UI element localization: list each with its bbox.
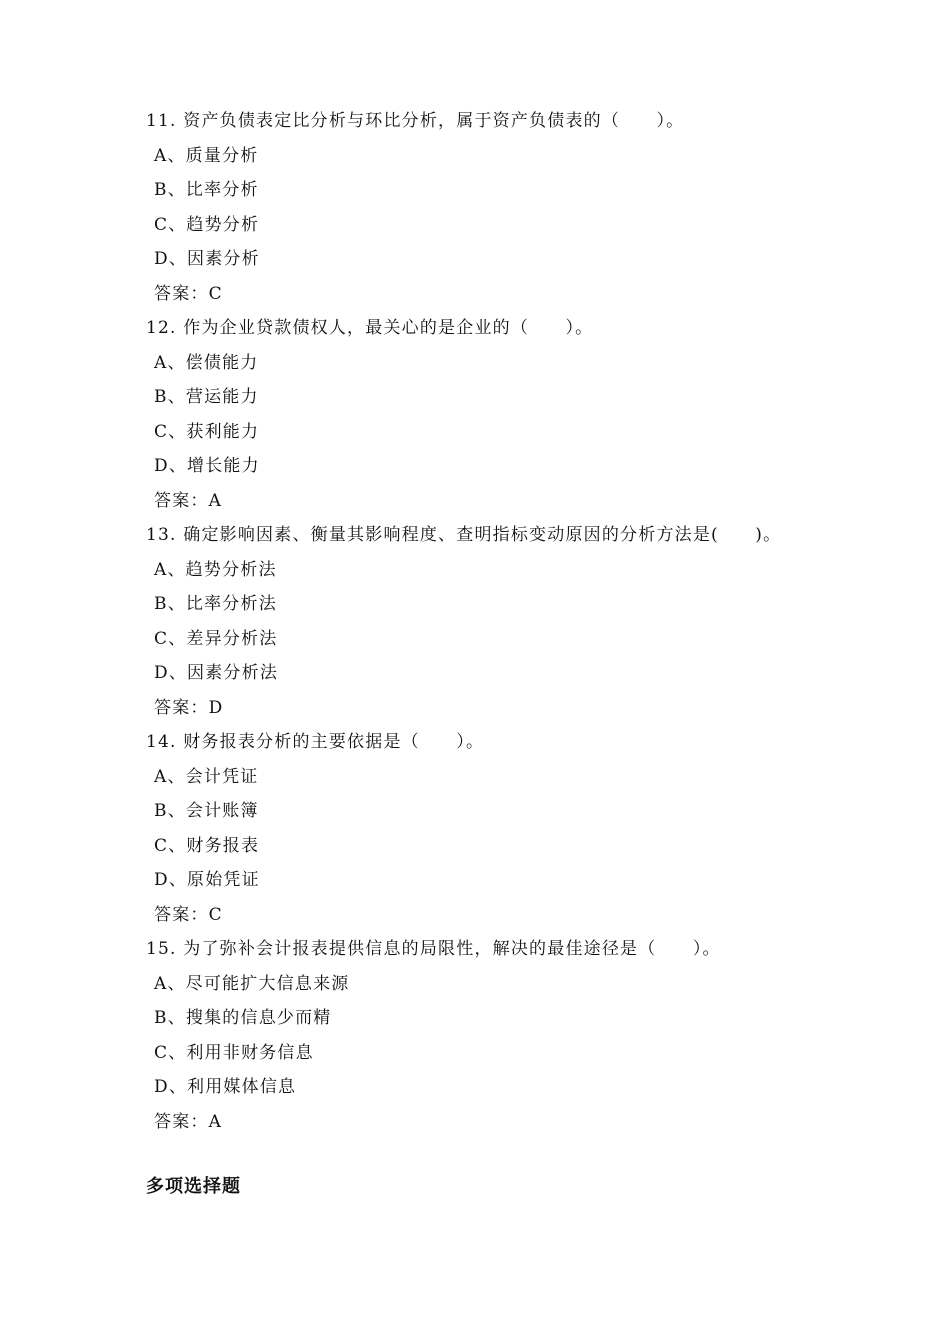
- option-d: D、因素分析: [154, 249, 260, 269]
- question-stem: 15. 为了弥补会计报表提供信息的局限性，解决的最佳途径是（ ）。: [146, 939, 721, 959]
- option-d: D、因素分析法: [154, 663, 279, 683]
- answer-line: 答案：A: [154, 1111, 223, 1132]
- option-c: C、差异分析法: [154, 628, 278, 649]
- question-12: [146, 311, 866, 518]
- option-b: B、会计账簿: [154, 801, 259, 821]
- option-c: C、利用非财务信息: [154, 1042, 314, 1063]
- option-a: A、质量分析: [154, 145, 259, 166]
- answer-line: 答案：C: [154, 904, 223, 925]
- option-b: B、比率分析: [154, 180, 259, 200]
- question-11: [146, 104, 866, 311]
- option-d: D、增长能力: [154, 456, 260, 476]
- option-d: D、原始凭证: [154, 870, 260, 890]
- option-a: A、会计凭证: [154, 766, 259, 787]
- option-c: C、获利能力: [154, 421, 260, 442]
- option-c: C、趋势分析: [154, 214, 260, 235]
- answer-line: 答案：D: [154, 697, 224, 718]
- option-d: D、利用媒体信息: [154, 1077, 297, 1097]
- question-stem: 14. 财务报表分析的主要依据是（ ）。: [146, 732, 485, 752]
- question-stem: 11. 资产负债表定比分析与环比分析，属于资产负债表的（ ）。: [146, 111, 685, 131]
- question-list: [146, 104, 866, 1139]
- question-14: [146, 725, 866, 932]
- option-a: A、尽可能扩大信息来源: [154, 973, 350, 994]
- option-c: C、财务报表: [154, 835, 260, 856]
- option-b: B、搜集的信息少而精: [154, 1008, 332, 1028]
- option-a: A、趋势分析法: [154, 559, 277, 580]
- section-heading: 多项选择题: [146, 1176, 241, 1197]
- option-b: B、营运能力: [154, 387, 259, 407]
- question-15: [146, 932, 866, 1139]
- question-13: [146, 518, 866, 725]
- question-stem: 12. 作为企业贷款债权人，最关心的是企业的（ ）。: [146, 318, 594, 338]
- answer-line: 答案：C: [154, 283, 223, 304]
- answer-line: 答案：A: [154, 490, 223, 511]
- option-b: B、比率分析法: [154, 594, 277, 614]
- question-stem: 13. 确定影响因素、衡量其影响程度、查明指标变动原因的分析方法是( )。: [146, 525, 782, 545]
- option-a: A、偿债能力: [154, 352, 259, 373]
